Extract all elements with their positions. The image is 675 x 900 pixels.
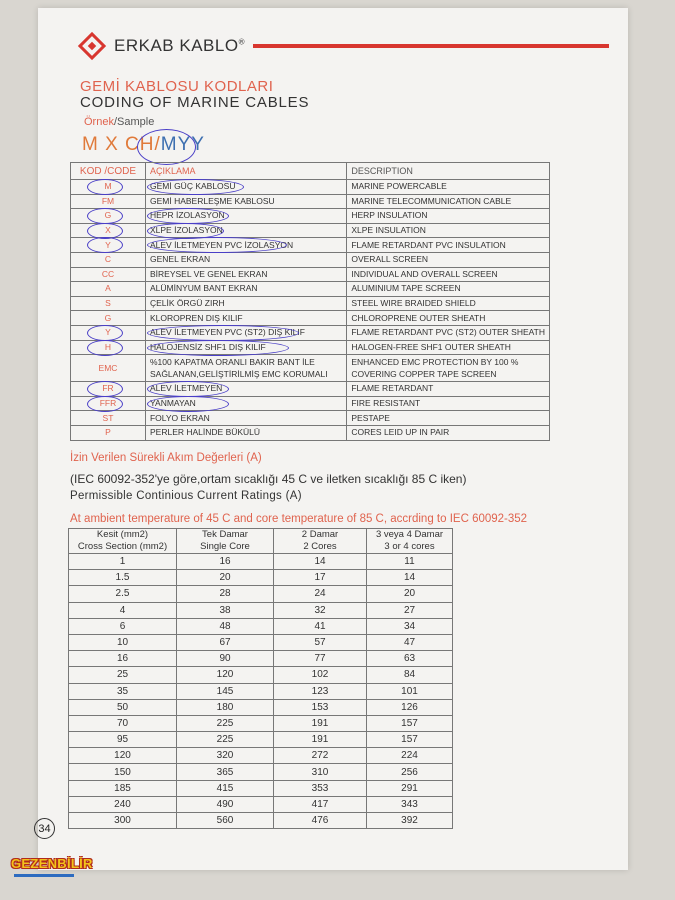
handwritten-circle [87, 237, 123, 253]
col-multi-cores-en: 3 or 4 cores [367, 541, 453, 554]
multi-cores-cell: 126 [367, 699, 453, 715]
multi-cores-cell: 157 [367, 732, 453, 748]
desc-en-cell [347, 382, 550, 397]
code-cell [71, 209, 146, 224]
code-row [71, 340, 550, 355]
desc-en-cell-text: MARINE TELECOMMUNICATION CABLE [351, 195, 512, 206]
single-core-cell: 120 [177, 667, 274, 683]
handwritten-circle [87, 223, 123, 239]
ratings-row [69, 634, 453, 650]
ratings-row [69, 699, 453, 715]
sample-label: Örnek/Sample [84, 116, 155, 128]
code-cell-text: P [105, 427, 111, 438]
multi-cores-cell: 34 [367, 618, 453, 634]
code-cell [71, 223, 146, 238]
ratings-title-turkish: İzin Verilen Sürekli Akım Değerleri (A) [70, 452, 262, 464]
desc-en-cell-text: FIRE RESISTANT [351, 398, 421, 409]
code-row [71, 296, 550, 311]
ratings-row [69, 813, 453, 829]
desc-en-cell [347, 355, 550, 382]
diamond-logo-icon [78, 32, 106, 60]
header-code: KOD /CODE [71, 163, 146, 180]
code-cell [71, 396, 146, 411]
two-cores-cell: 476 [274, 813, 367, 829]
current-ratings-table [68, 528, 453, 829]
watermark-logo: GEZENBİLİR [11, 856, 93, 871]
desc-tr-cell [145, 267, 346, 282]
two-cores-cell: 17 [274, 570, 367, 586]
code-row [71, 311, 550, 326]
desc-en-cell-text: MARINE POWERCABLE [351, 181, 447, 192]
single-core-cell: 180 [177, 699, 274, 715]
code-cell [71, 340, 146, 355]
ratings-row [69, 683, 453, 699]
code-cell [71, 411, 146, 426]
multi-cores-cell: 256 [367, 764, 453, 780]
ratings-row [69, 586, 453, 602]
cross-section-cell: 6 [69, 618, 177, 634]
ratings-row [69, 554, 453, 570]
cross-section-cell: 300 [69, 813, 177, 829]
desc-en-cell [347, 238, 550, 253]
two-cores-cell: 77 [274, 651, 367, 667]
code-row [71, 325, 550, 340]
desc-tr-cell [145, 238, 346, 253]
code-cell [71, 267, 146, 282]
handwritten-circle [147, 340, 289, 356]
code-cell [71, 296, 146, 311]
two-cores-cell: 102 [274, 667, 367, 683]
document-page [38, 8, 628, 870]
single-core-cell: 48 [177, 618, 274, 634]
code-cell-text: FM [101, 195, 115, 206]
code-cell-text: M [104, 181, 112, 192]
desc-tr-cell-text: ALEV İLETMEYEN PVC (ST2) DIŞ KILIF [149, 327, 305, 338]
col-cross-section-tr: Kesit (mm2) [69, 529, 177, 542]
multi-cores-cell: 157 [367, 715, 453, 731]
cross-section-cell: 1 [69, 554, 177, 570]
title-turkish: GEMİ KABLOSU KODLARI [80, 78, 274, 95]
cross-section-cell: 95 [69, 732, 177, 748]
desc-en-cell-text: FLAME RETARDANT [351, 383, 434, 394]
two-cores-cell: 191 [274, 732, 367, 748]
code-cell [71, 282, 146, 297]
handwritten-circle [87, 208, 123, 224]
two-cores-cell: 57 [274, 634, 367, 650]
desc-en-cell-text: STEEL WIRE BRAIDED SHIELD [351, 298, 476, 309]
desc-en-cell [347, 340, 550, 355]
desc-tr-cell-text: GEMİ HABERLEŞME KABLOSU [149, 195, 275, 206]
multi-cores-cell: 47 [367, 634, 453, 650]
code-cell-text: EMC [98, 363, 118, 374]
ratings-row [69, 732, 453, 748]
desc-en-cell [347, 311, 550, 326]
desc-en-cell [347, 396, 550, 411]
desc-tr-cell [145, 355, 346, 382]
ratings-row [69, 780, 453, 796]
ratings-ambient-note: At ambient temperature of 45 C and core temperature of 85 C, accrding to IEC 60092-352 [70, 513, 528, 525]
handwritten-circle [147, 179, 244, 195]
desc-tr-cell [145, 311, 346, 326]
cross-section-cell: 150 [69, 764, 177, 780]
desc-en-cell-text: ALUMINIUM TAPE SCREEN [351, 283, 461, 294]
header-desc-tr: AÇIKLAMA [145, 163, 346, 180]
code-cell-text: G [104, 210, 112, 221]
code-cell-text: G [104, 312, 112, 323]
cross-section-cell: 1.5 [69, 570, 177, 586]
handwritten-circle [147, 396, 229, 412]
brand-logo [82, 36, 245, 56]
two-cores-cell: 24 [274, 586, 367, 602]
two-cores-cell: 32 [274, 602, 367, 618]
desc-tr-cell [145, 411, 346, 426]
desc-tr-cell-text: YANMAYAN [149, 398, 196, 409]
two-cores-cell: 272 [274, 748, 367, 764]
desc-en-cell-text: HALOGEN-FREE SHF1 OUTER SHEATH [351, 341, 511, 352]
cross-section-cell: 50 [69, 699, 177, 715]
desc-tr-cell [145, 325, 346, 340]
code-cell-text: CC [101, 268, 115, 279]
two-cores-cell: 14 [274, 554, 367, 570]
code-row [71, 209, 550, 224]
single-core-cell: 67 [177, 634, 274, 650]
code-row [71, 425, 550, 440]
code-cell [71, 194, 146, 209]
ratings-row [69, 715, 453, 731]
single-core-cell: 16 [177, 554, 274, 570]
multi-cores-cell: 20 [367, 586, 453, 602]
single-core-cell: 145 [177, 683, 274, 699]
code-cell [71, 355, 146, 382]
code-cell-text: H [104, 341, 112, 352]
page-number: 34 [34, 818, 55, 839]
desc-tr-cell-text: BİREYSEL VE GENEL EKRAN [149, 268, 268, 279]
ratings-row [69, 570, 453, 586]
code-cell [71, 252, 146, 267]
handwritten-circle [147, 381, 229, 397]
single-core-cell: 560 [177, 813, 274, 829]
code-row [71, 223, 550, 238]
code-cell-text: S [105, 298, 111, 309]
desc-tr-cell-text: PERLER HALİNDE BÜKÜLÜ [149, 427, 261, 438]
cross-section-cell: 25 [69, 667, 177, 683]
desc-en-cell-text: FLAME RETARDANT PVC INSULATION [351, 239, 506, 250]
desc-en-cell-text: FLAME RETARDANT PVC (ST2) OUTER SHEATH [351, 327, 545, 338]
ratings-row [69, 764, 453, 780]
desc-tr-cell-text: GENEL EKRAN [149, 254, 211, 265]
desc-tr-cell [145, 382, 346, 397]
handwritten-circle [87, 325, 123, 341]
code-cell-text: FR [102, 383, 114, 394]
single-core-cell: 320 [177, 748, 274, 764]
code-cell [71, 311, 146, 326]
code-cell-text: FFR [99, 398, 117, 409]
desc-en-cell [347, 411, 550, 426]
code-row [71, 252, 550, 267]
marine-cable-codes-table [70, 162, 550, 441]
desc-tr-cell-text: ALÜMİNYUM BANT EKRAN [149, 283, 258, 294]
two-cores-cell: 123 [274, 683, 367, 699]
code-cell [71, 180, 146, 195]
two-cores-cell: 41 [274, 618, 367, 634]
sample-code: M X CH/MYY [82, 134, 205, 155]
code-cell [71, 382, 146, 397]
handwritten-circle [147, 325, 299, 341]
multi-cores-cell: 101 [367, 683, 453, 699]
cross-section-cell: 2.5 [69, 586, 177, 602]
col-multi-cores-tr: 3 veya 4 Damar [367, 529, 453, 542]
code-cell-text: Y [105, 239, 111, 250]
two-cores-cell: 191 [274, 715, 367, 731]
desc-tr-cell-text: ALEV İLETMEYEN PVC İZOLASYON [149, 239, 294, 250]
desc-en-cell [347, 325, 550, 340]
desc-en-cell-text: PESTAPE [351, 412, 390, 423]
desc-tr-cell-text: ÇELİK ÖRGÜ ZIRH [149, 298, 225, 309]
desc-tr-cell-text: ALEV İLETMEYEN [149, 383, 223, 394]
single-core-cell: 28 [177, 586, 274, 602]
desc-tr-cell-text: HEPR İZOLASYON [149, 210, 225, 221]
single-core-cell: 20 [177, 570, 274, 586]
ratings-row [69, 602, 453, 618]
code-cell [71, 238, 146, 253]
desc-en-cell [347, 296, 550, 311]
desc-tr-cell [145, 340, 346, 355]
handwritten-circle [137, 129, 196, 165]
desc-tr-cell [145, 209, 346, 224]
two-cores-cell: 153 [274, 699, 367, 715]
cross-section-cell: 16 [69, 651, 177, 667]
ratings-row [69, 667, 453, 683]
ratings-row [69, 748, 453, 764]
desc-tr-cell [145, 425, 346, 440]
ratings-header-en [69, 541, 453, 554]
desc-en-cell [347, 425, 550, 440]
code-row [71, 180, 550, 195]
single-core-cell: 490 [177, 796, 274, 812]
desc-tr-cell-text: %100 KAPATMA ORANLI BAKIR BANT İLE SAĞLANAN,GELİŞTİRİLMİŞ EMC KORUMALI [149, 357, 328, 380]
col-single-core-en: Single Core [177, 541, 274, 554]
single-core-cell: 365 [177, 764, 274, 780]
multi-cores-cell: 291 [367, 780, 453, 796]
code-cell [71, 325, 146, 340]
desc-tr-cell-text: KLOROPREN DIŞ KILIF [149, 312, 243, 323]
two-cores-cell: 310 [274, 764, 367, 780]
handwritten-circle [147, 223, 224, 239]
desc-tr-cell [145, 252, 346, 267]
code-cell-text: X [105, 225, 111, 236]
cross-section-cell: 185 [69, 780, 177, 796]
cross-section-cell: 10 [69, 634, 177, 650]
multi-cores-cell: 224 [367, 748, 453, 764]
handwritten-circle [87, 396, 123, 412]
desc-en-cell-text: ENHANCED EMC PROTECTION BY 100 % COVERING COPPER TAPE SCREEN [351, 357, 519, 380]
code-row [71, 411, 550, 426]
two-cores-cell: 353 [274, 780, 367, 796]
handwritten-circle [147, 237, 287, 253]
ratings-row [69, 618, 453, 634]
cross-section-cell: 35 [69, 683, 177, 699]
multi-cores-cell: 84 [367, 667, 453, 683]
multi-cores-cell: 63 [367, 651, 453, 667]
desc-en-cell-text: OVERALL SCREEN [351, 254, 429, 265]
multi-cores-cell: 392 [367, 813, 453, 829]
codes-header-row [71, 163, 550, 180]
code-row [71, 194, 550, 209]
header-desc-en: DESCRIPTION [347, 163, 550, 180]
desc-tr-cell-text: FOLYO EKRAN [149, 412, 210, 423]
header-rule [253, 44, 609, 48]
watermark-underline [14, 874, 74, 877]
single-core-cell: 225 [177, 732, 274, 748]
ratings-row [69, 651, 453, 667]
desc-en-cell [347, 209, 550, 224]
brand-name: ERKAB KABLO® [114, 36, 245, 55]
col-two-cores-en: 2 Cores [274, 541, 367, 554]
desc-en-cell [347, 267, 550, 282]
single-core-cell: 38 [177, 602, 274, 618]
single-core-cell: 225 [177, 715, 274, 731]
desc-tr-cell [145, 396, 346, 411]
two-cores-cell: 417 [274, 796, 367, 812]
desc-en-cell-text: HERP INSULATION [351, 210, 428, 221]
desc-en-cell [347, 282, 550, 297]
desc-en-cell [347, 223, 550, 238]
code-cell-text: Y [105, 327, 111, 338]
code-row [71, 282, 550, 297]
handwritten-circle [147, 208, 229, 224]
code-row [71, 238, 550, 253]
desc-en-cell-text: CORES LEID UP IN PAIR [351, 427, 450, 438]
col-cross-section-en: Cross Section (mm2) [69, 541, 177, 554]
title-english: CODING OF MARINE CABLES [80, 94, 310, 111]
desc-tr-cell [145, 194, 346, 209]
single-core-cell: 415 [177, 780, 274, 796]
desc-tr-cell-text: HALOJENSİZ SHF1 DIŞ KILIF [149, 341, 266, 352]
desc-tr-cell-text: XLPE İZOLASYON [149, 225, 223, 236]
desc-tr-cell [145, 296, 346, 311]
ratings-title-english: Permissible Continious Current Ratings (A) [70, 490, 302, 502]
ratings-header-tr [69, 529, 453, 542]
desc-en-cell-text: XLPE INSULATION [351, 225, 426, 236]
desc-en-cell [347, 194, 550, 209]
code-row [71, 355, 550, 382]
ratings-iec-note: (IEC 60092-352'ye göre,ortam sıcaklığı 45 C ve iletken sıcaklığı 85 C iken) [70, 472, 467, 486]
desc-en-cell [347, 180, 550, 195]
desc-en-cell [347, 252, 550, 267]
desc-tr-cell [145, 282, 346, 297]
multi-cores-cell: 14 [367, 570, 453, 586]
handwritten-circle [87, 340, 123, 356]
cross-section-cell: 240 [69, 796, 177, 812]
multi-cores-cell: 27 [367, 602, 453, 618]
desc-tr-cell [145, 223, 346, 238]
ratings-row [69, 796, 453, 812]
code-cell-text: ST [102, 412, 114, 423]
cross-section-cell: 70 [69, 715, 177, 731]
code-cell-text: C [104, 254, 112, 265]
code-row [71, 267, 550, 282]
desc-tr-cell-text: GEMİ GÜÇ KABLOSU [149, 181, 236, 192]
code-cell [71, 425, 146, 440]
single-core-cell: 90 [177, 651, 274, 667]
desc-tr-cell [145, 180, 346, 195]
col-two-cores-tr: 2 Damar [274, 529, 367, 542]
multi-cores-cell: 11 [367, 554, 453, 570]
code-row [71, 382, 550, 397]
handwritten-circle [87, 381, 123, 397]
col-single-core-tr: Tek Damar [177, 529, 274, 542]
desc-en-cell-text: INDIVIDUAL AND OVERALL SCREEN [351, 268, 498, 279]
handwritten-circle [87, 179, 123, 195]
multi-cores-cell: 343 [367, 796, 453, 812]
cross-section-cell: 4 [69, 602, 177, 618]
code-row [71, 396, 550, 411]
desc-en-cell-text: CHLOROPRENE OUTER SHEATH [351, 312, 486, 323]
code-cell-text: A [105, 283, 111, 294]
cross-section-cell: 120 [69, 748, 177, 764]
